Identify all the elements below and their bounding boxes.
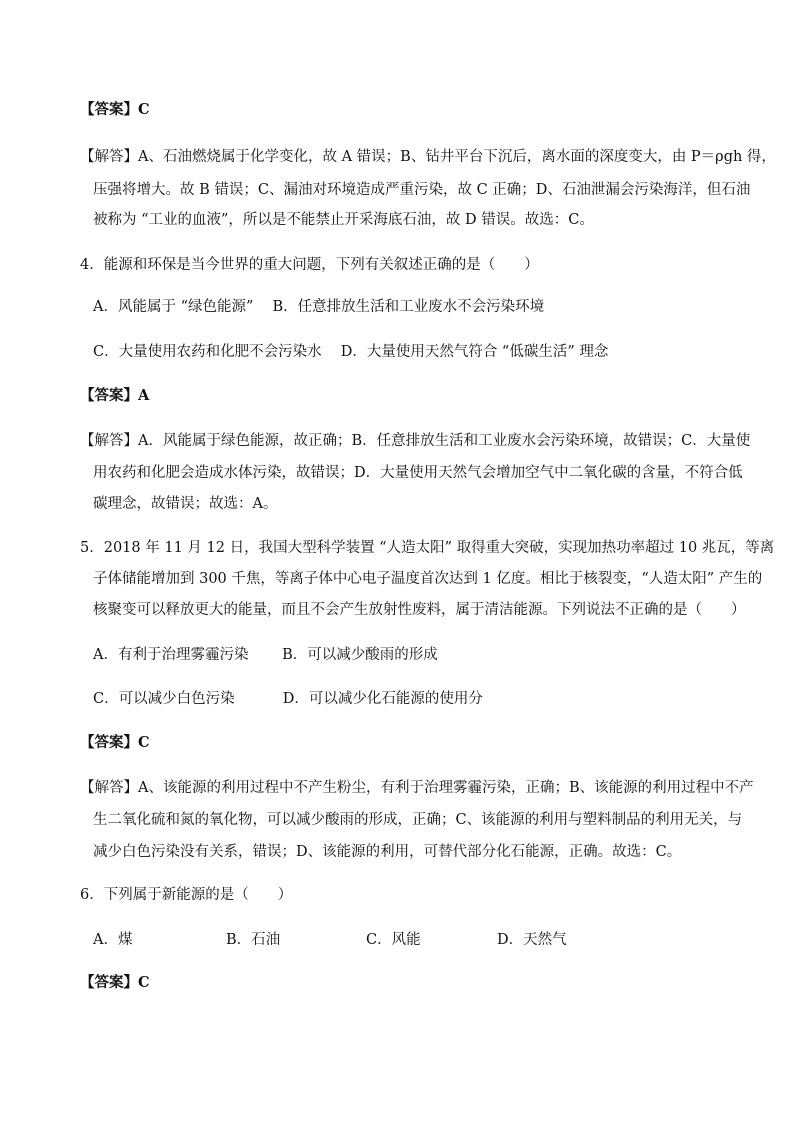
explanation-line: 减少白色污染没有关系，错误；D、该能源的利用，可替代部分化石能源，正确。故选：C。 bbox=[93, 844, 682, 860]
explanation-line: 用农药和化肥会造成水体污染，故错误；D．大量使用天然气会增加空气中二氧化碳的含量，不符合低 bbox=[93, 465, 743, 481]
question-options: C．可以减少白色污染 D．可以减少化石能源的使用分 bbox=[93, 691, 483, 707]
answer-line: 【答案】A bbox=[80, 387, 150, 404]
explanation-line: 【解答】A、该能源的利用过程中不产生粉尘，有利于治理雾霾污染，正确；B、该能源的利用过程中不产 bbox=[80, 780, 754, 796]
explanation-line: 压强将增大。故 B 错误；C、漏油对环境造成严重污染，故 C 正确；D、石油泄漏会污染海洋，但石油 bbox=[93, 182, 751, 198]
question-stem: 6．下列属于新能源的是（ ） bbox=[80, 887, 293, 903]
question-stem: 子体储能增加到 300 千焦，等离子体中心电子温度首次达到 1 亿度。相比于核裂变，“人造太阳” 产生的 bbox=[93, 571, 763, 587]
explanation-line: 【解答】A、石油燃烧属于化学变化，故 A 错误；B、钻井平台下沉后，离水面的深度变大，由 P＝ρgh 得， bbox=[80, 149, 776, 165]
question-options: A．有利于治理雾霾污染 B．可以减少酸雨的形成 bbox=[93, 647, 438, 663]
answer-line: 【答案】C bbox=[80, 974, 150, 991]
question-stem: 5．2018 年 11 月 12 日，我国大型科学装置 “人造太阳” 取得重大突破，实现加热功率超过 10 兆瓦，等离 bbox=[80, 540, 775, 556]
option-c: C．风能 bbox=[366, 932, 421, 948]
answer-line: 【答案】C bbox=[80, 101, 150, 118]
option-a: A．煤 bbox=[93, 932, 133, 948]
explanation-line: 碳理念，故错误；故选：A。 bbox=[93, 496, 278, 512]
question-options: C．大量使用农药和化肥不会污染水 D．大量使用天然气符合 “低碳生活” 理念 bbox=[93, 344, 609, 360]
question-stem: 4．能源和环保是当今世界的重大问题，下列有关叙述正确的是（ ） bbox=[80, 257, 539, 273]
option-d: D．天然气 bbox=[497, 932, 567, 948]
question-stem: 核聚变可以释放更大的能量，而且不会产生放射性废料，属于清洁能源。下列说法不正确的是（ ） bbox=[93, 602, 746, 618]
question-options: A．风能属于 “绿色能源” B．任意排放生活和工业废水不会污染环境 bbox=[93, 299, 545, 315]
explanation-line: 【解答】A．风能属于绿色能源，故正确；B．任意排放生活和工业废水会污染环境，故错误；C．大量使 bbox=[80, 433, 751, 449]
explanation-line: 生二氧化硫和氮的氧化物，可以减少酸雨的形成，正确；C、该能源的利用与塑料制品的利用无关，与 bbox=[93, 812, 743, 828]
option-b: B．石油 bbox=[226, 932, 281, 948]
explanation-line: 被称为 “工业的血液”，所以是不能禁止开采海底石油，故 D 错误。故选：C。 bbox=[93, 212, 594, 228]
answer-line: 【答案】C bbox=[80, 734, 150, 751]
